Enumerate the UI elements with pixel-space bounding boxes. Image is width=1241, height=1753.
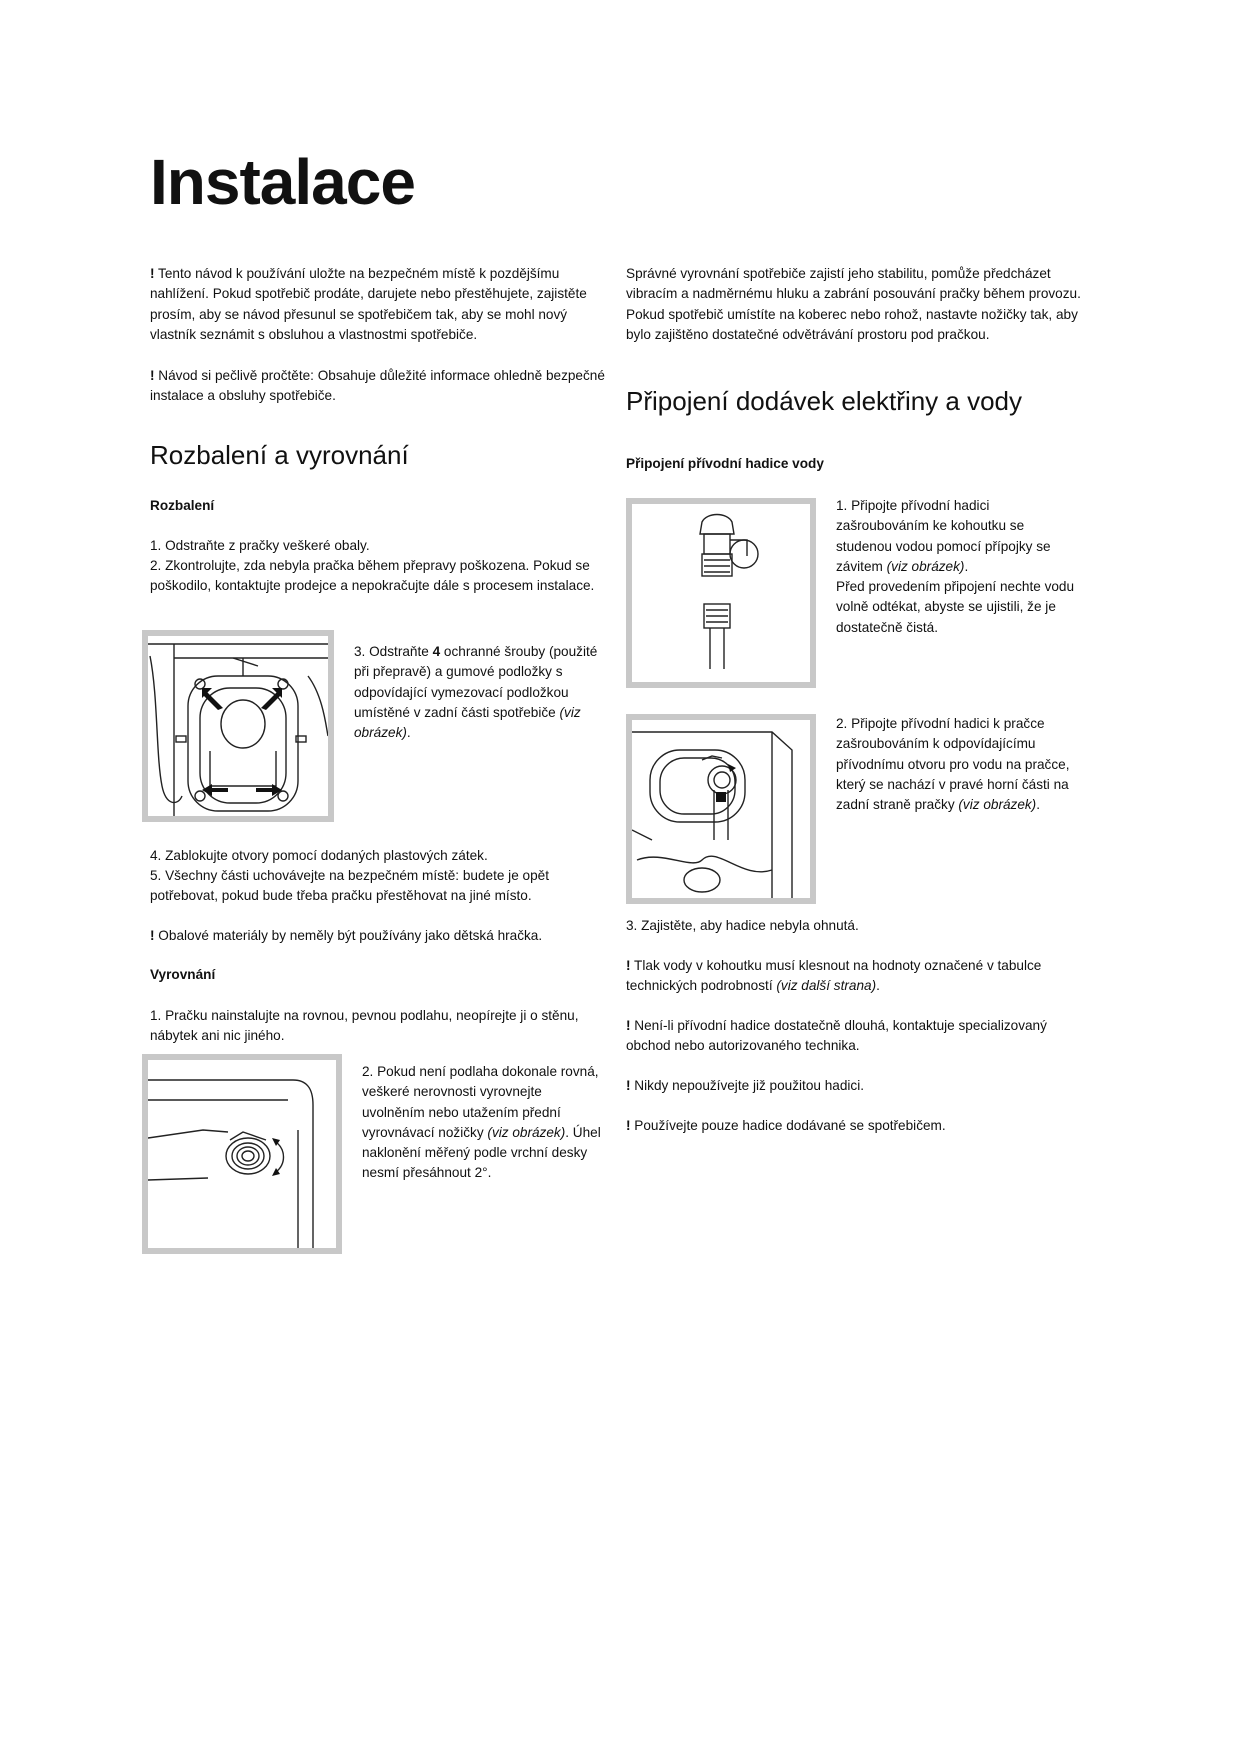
washer-inlet-illustration (632, 720, 810, 898)
intro-warning-2: ! Návod si pečlivě pročtěte: Obsahuje důležité informace ohledně bezpečné instalace a obsluhy spotřebiče. (150, 368, 605, 404)
hose-note-length: ! Není-li přívodní hadice dostatečně dlouhá, kontaktuje specializovaný obchod nebo autorizovaného technika. (626, 1018, 1047, 1054)
unpack-step-5: 5. Všechny části uchovávejte na bezpečném místě: budete je opět potřebovat, pokud bude třeba pračku přestěhovat na jiné místo. (150, 868, 549, 904)
intro-warning-1: ! Tento návod k používání uložte na bezpečném místě k pozdějšímu nahlížení. Pokud spotřebič prodáte, darujete nebo přestěhujete, zajistěte prosím, aby se návod přesunul se spotřebičem tak, aby se mohl nový vlastník seznámit s obsluhou a vlastnostmi spotřebiče. (150, 266, 587, 342)
subheading-levelling: Vyrovnání (150, 967, 216, 982)
hose-note-used: ! Nikdy nepoužívejte již použitou hadici. (626, 1078, 865, 1093)
level-step-2: 2. Pokud není podlaha dokonale rovná, veškeré nerovnosti vyrovnejte uvolněním nebo utažením přední vyrovnávací nožičky (viz obrázek). Úhel naklonění měřený podle vrchní desky nesmí přesáhnout 2°. (362, 1064, 601, 1181)
page-title: Instalace (150, 146, 415, 218)
figure-transport-screws (142, 630, 334, 822)
hose-step-1: 1. Připojte přívodní hadici zašroubováním ke kohoutku se studenou vodou pomocí přípojky se závitem (viz obrázek). Před provedením připojení nechte vodu volně odtékat, abyste se ujistili, že je dostatečně čistá. (836, 498, 1075, 635)
figure-washer-inlet (626, 714, 816, 904)
section-heading-unpacking: Rozbalení a vyrovnání (150, 440, 409, 470)
washer-back-illustration (148, 636, 328, 816)
figure-tap-connection (626, 498, 816, 688)
hose-step-3: 3. Zajistěte, aby hadice nebyla ohnutá. (626, 918, 859, 933)
hose-note-pressure: ! Tlak vody v kohoutku musí klesnout na hodnoty označené v tabulce technických podrobností (viz další strana). (626, 958, 1042, 994)
unpack-step-4: 4. Zablokujte otvory pomocí dodaných plastových zátek. (150, 848, 488, 863)
unpack-step-3: 3. Odstraňte 4 ochranné šrouby (použité při přepravě) a gumové podložky s odpovídající vymezovací podložkou umístěné v zadní části spotřebiče (viz obrázek). (354, 644, 598, 741)
level-step-1: 1. Pračku nainstalujte na rovnou, pevnou podlahu, neopírejte ji o stěnu, nábytek ani nic jiného. (150, 1008, 579, 1044)
subheading-unpacking: Rozbalení (150, 498, 215, 513)
levelling-foot-illustration (148, 1060, 336, 1248)
levelling-intro: Správné vyrovnání spotřebiče zajistí jeho stabilitu, pomůže předcházet vibracím a nadměrnému hluku a zabrání posouvání pračky během provozu. Pokud spotřebič umístíte na koberec nebo rohož, nastavte nožičky tak, aby bylo zajištěno dostatečné odvětrávání prostoru pod pračkou. (626, 266, 1081, 342)
unpack-step-2: 2. Zkontrolujte, zda nebyla pračka během přepravy poškozena. Pokud se poškodilo, kontaktujte prodejce a nepokračujte dále s procesem instalace. (150, 558, 595, 594)
unpack-step-1: 1. Odstraňte z pračky veškeré obaly. (150, 538, 370, 553)
tap-illustration (632, 504, 810, 682)
figure-levelling-foot (142, 1054, 342, 1254)
hose-note-supplied: ! Používejte pouze hadice dodávané se spotřebičem. (626, 1118, 946, 1133)
subheading-inlet-hose: Připojení přívodní hadice vody (626, 456, 824, 471)
packaging-warning: ! Obalové materiály by neměly být používány jako dětská hračka. (150, 928, 543, 943)
section-heading-connections: Připojení dodávek elektřiny a vody (626, 386, 1023, 416)
hose-step-2: 2. Připojte přívodní hadici k pračce zašroubováním k odpovídajícímu přívodnímu otvoru pro vodu na pračce, který se nachází v pravé horní části na zadní straně pračky (viz obrázek). (836, 716, 1070, 813)
